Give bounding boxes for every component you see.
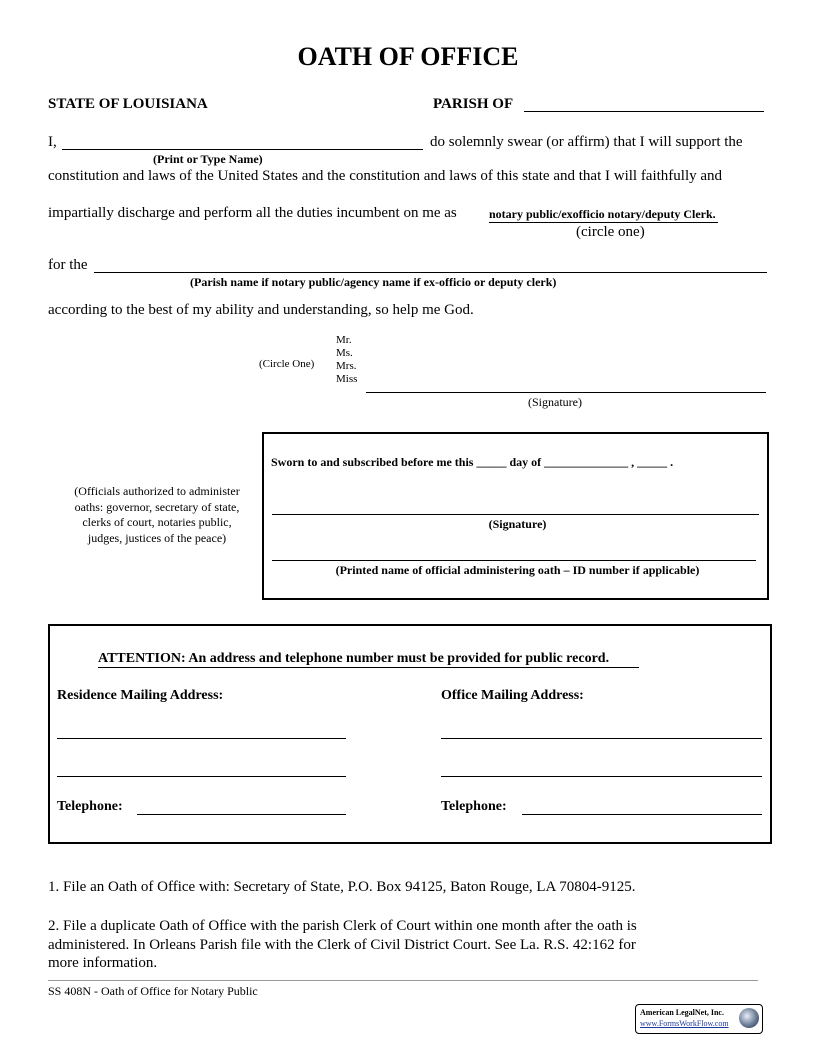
roles-options[interactable]: notary public/exofficio notary/deputy Clerk. bbox=[489, 207, 716, 221]
oath-swear-text: do solemnly swear (or affirm) that I will support the bbox=[430, 134, 743, 150]
oath-i-label: I, bbox=[48, 134, 57, 150]
printed-name-caption: (Printed name of official administering oath – ID number if applicable) bbox=[335, 563, 700, 577]
footer-divider bbox=[48, 980, 758, 981]
oath-closing: according to the best of my ability and understanding, so help me God. bbox=[48, 302, 474, 318]
printed-name-line[interactable] bbox=[272, 560, 756, 561]
officials-note-line: judges, justices of the peace) bbox=[87, 530, 227, 545]
office-address-label: Office Mailing Address: bbox=[441, 688, 584, 703]
name-field[interactable] bbox=[62, 149, 423, 150]
instruction-2 bbox=[48, 917, 637, 973]
signature-caption: (Signature) bbox=[528, 395, 582, 409]
logo-name: American LegalNet, Inc. bbox=[640, 1008, 724, 1017]
instruction-2-line: administered. In Orleans Parish file with the Clerk of Civil District Court. See La. R.S. 42:162 for bbox=[48, 936, 636, 953]
residence-telephone-label: Telephone: bbox=[57, 799, 123, 814]
name-caption: (Print or Type Name) bbox=[153, 152, 263, 166]
form-id: SS 408N - Oath of Office for Notary Public bbox=[48, 984, 258, 998]
instruction-2-line: 2. File a duplicate Oath of Office with the parish Clerk of Court within one month after the oath is bbox=[48, 918, 637, 934]
office-telephone-label: Telephone: bbox=[441, 799, 507, 814]
residence-telephone-field[interactable] bbox=[137, 814, 346, 815]
office-telephone-field[interactable] bbox=[522, 814, 762, 815]
residence-address-label: Residence Mailing Address: bbox=[57, 688, 224, 703]
instruction-2-line: more information. bbox=[48, 955, 158, 971]
signature-line[interactable] bbox=[366, 392, 766, 393]
officials-note bbox=[52, 484, 262, 546]
parish-label: PARISH OF bbox=[433, 96, 514, 112]
sworn-box bbox=[262, 432, 769, 600]
sworn-text: Sworn to and subscribed before me this _____ day of ______________ , _____ . bbox=[271, 455, 674, 469]
attention-notice: ATTENTION: An address and telephone number must be provided for public record. bbox=[98, 651, 639, 668]
official-signature-caption: (Signature) bbox=[488, 517, 547, 531]
officials-note-line: (Officials authorized to administer bbox=[74, 484, 240, 498]
oath-line3: impartially discharge and perform all the duties incumbent on me as bbox=[48, 205, 457, 221]
circle-one-label: (Circle One) bbox=[259, 358, 315, 370]
oath-line2: constitution and laws of the United States and the constitution and laws of this state and that I will faithfully and bbox=[48, 168, 723, 184]
officials-note-line: oaths: governor, secretary of state, bbox=[74, 499, 240, 514]
residence-address-line-1[interactable] bbox=[57, 738, 346, 739]
circle-one-caption: (circle one) bbox=[576, 224, 645, 240]
parish-field[interactable] bbox=[524, 111, 764, 112]
office-address-line-2[interactable] bbox=[441, 776, 762, 777]
globe-icon bbox=[739, 1008, 759, 1028]
attention-box bbox=[48, 624, 772, 844]
residence-address-line-2[interactable] bbox=[57, 776, 346, 777]
office-address-line-1[interactable] bbox=[441, 738, 762, 739]
salutation-ms[interactable]: Ms. bbox=[336, 347, 353, 359]
officials-note-line: clerks of court, notaries public, bbox=[82, 515, 232, 529]
salutation-mr[interactable]: Mr. bbox=[336, 334, 352, 346]
publisher-logo[interactable] bbox=[635, 1004, 763, 1034]
salutation-miss[interactable]: Miss bbox=[336, 373, 358, 385]
parish-name-caption: (Parish name if notary public/agency name if ex-officio or deputy clerk) bbox=[190, 275, 557, 289]
state-label: STATE OF LOUISIANA bbox=[48, 96, 208, 112]
logo-url[interactable]: www.FormsWorkFlow.com bbox=[640, 1019, 729, 1028]
salutation-mrs[interactable]: Mrs. bbox=[336, 360, 357, 372]
for-the-label: for the bbox=[48, 257, 88, 273]
parish-name-field[interactable] bbox=[94, 272, 767, 273]
page-title: OATH OF OFFICE bbox=[297, 42, 519, 71]
official-signature-line[interactable] bbox=[272, 514, 759, 515]
instruction-1: 1. File an Oath of Office with: Secretary of State, P.O. Box 94125, Baton Rouge, LA 70804-9125. bbox=[48, 879, 636, 895]
